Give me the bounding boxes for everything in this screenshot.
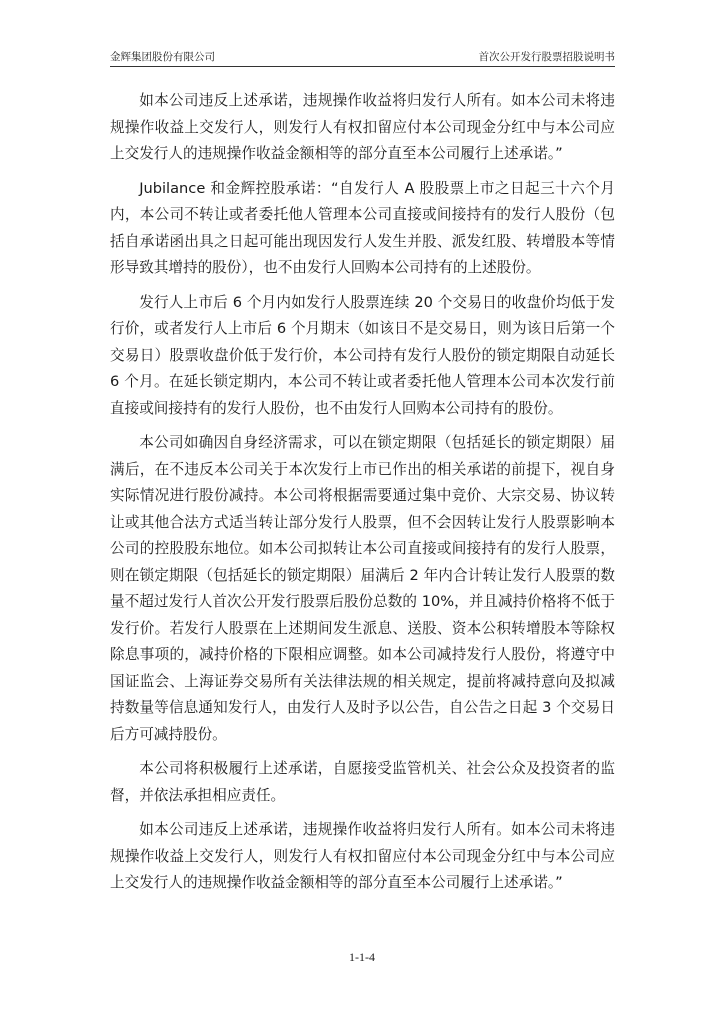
- paragraph-2: Jubilance 和金辉控股承诺：“自发行人 A 股股票上市之日起三十六个月内，本公司不转让或者委托他人管理本公司直接或间接持有的发行人股份（包括自承诺函出具之日起可能出现因发行人发生并股、派发红股、转增股本等情形导致其增持的股份），也不由发行人回购本公司持有的上述股份。: [110, 179, 615, 276]
- paragraph-6: 如本公司违反上述承诺，违规操作收益将归发行人所有。如本公司未将违规操作收益上交发行人，则发行人有权扣留应付本公司现金分红中与本公司应上交发行人的违规操作收益金额相等的部分直至本公司履行上述承诺。”: [110, 821, 615, 891]
- paragraph-3: 发行人上市后 6 个月内如发行人股票连续 20 个交易日的收盘价均低于发行价，或者发行人上市后 6 个月期末（如该日不是交易日，则为该日后第一个交易日）股票收盘价低于发行价，本公司持有发行人股份的锁定期限自动延长 6 个月。在延长锁定期内，本公司不转让或者委托他人管理本公司本次发行前直接或间接持有的发行人股份，也不由发行人回购本公司持有的股份。: [110, 293, 615, 417]
- paragraph-5: 本公司将积极履行上述承诺，自愿接受监管机关、社会公众及投资者的监督，并依法承担相应责任。: [110, 760, 615, 804]
- paragraph-4: 本公司如确因自身经济需求，可以在锁定期限（包括延长的锁定期限）届满后，在不违反本公司关于本次发行上市已作出的相关承诺的前提下，视自身实际情况进行股份减持。本公司将根据需要通过集中竞价、大宗交易、协议转让或其他合法方式适当转让部分发行人股票，但不会因转让发行人股票影响本公司的控股股东地位。如本公司拟转让本公司直接或间接持有的发行人股票，则在锁定期限（包括延长的锁定期限）届满后 2 年内合计转让发行人股票的数量不超过发行人首次公开发行股票后股份总数的 10%，并且减持价格将不低于发行价。若发行人股票在上述期间发生派息、送股、资本公积转增股本等除权除息事项的，减持价格的下限相应调整。如本公司减持发行人股份，将遵守中国证监会、上海证券交易所有关法律法规的相关规定，提前将减持意向及拟减持数量等信息通知发行人，由发行人及时予以公告，自公告之日起 3 个交易日后方可减持股份。: [110, 434, 615, 743]
- document-body: [110, 88, 615, 905]
- page-header: [110, 50, 615, 67]
- document-title: 首次公开发行股票招股说明书: [478, 51, 615, 63]
- paragraph-1: 如本公司违反上述承诺，违规操作收益将归发行人所有。如本公司未将违规操作收益上交发行人，则发行人有权扣留应付本公司现金分红中与本公司应上交发行人的违规操作收益金额相等的部分直至本公司履行上述承诺。”: [110, 92, 615, 162]
- company-name: 金辉集团股份有限公司: [110, 51, 215, 63]
- page-number: 1-1-4: [349, 950, 375, 964]
